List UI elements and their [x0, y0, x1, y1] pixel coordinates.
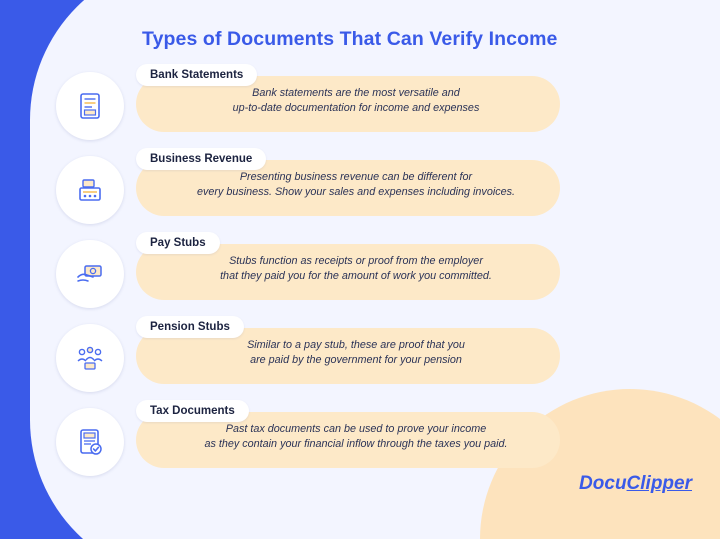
- description-line-1: Presenting business revenue can be different for: [239, 171, 473, 183]
- brand-part-2: Clipper: [626, 473, 692, 494]
- list-item-label: Tax Documents: [136, 400, 249, 422]
- description-line-2: are paid by the government for your pension: [250, 354, 462, 366]
- list-item: [0, 232, 720, 316]
- description-line-2: as they contain your financial inflow through the taxes you paid.: [204, 438, 508, 450]
- description-line-2: that they paid you for the amount of work you committed.: [220, 270, 492, 282]
- description-line-2: up-to-date documentation for income and expenses: [232, 102, 480, 114]
- list-item-label: Business Revenue: [136, 148, 266, 170]
- list-item-label: Pension Stubs: [136, 316, 244, 338]
- list-item-description: [156, 86, 556, 116]
- document-lines-icon: [56, 72, 124, 140]
- description-line-2: every business. Show your sales and expenses including invoices.: [196, 186, 516, 198]
- description-line-1: Past tax documents can be used to prove your income: [225, 423, 487, 435]
- list-item: [0, 400, 720, 484]
- list-item-label: Pay Stubs: [136, 232, 220, 254]
- list-item-description: [156, 422, 556, 452]
- description-line-1: Similar to a pay stub, these are proof that you: [247, 339, 465, 351]
- list-item-description: [156, 170, 556, 200]
- list-item-description: [156, 254, 556, 284]
- page-title: Types of Documents That Can Verify Income: [142, 28, 558, 50]
- people-group-icon: [56, 324, 124, 392]
- list-item: [0, 148, 720, 232]
- description-line-1: Bank statements are the most versatile and: [252, 87, 460, 99]
- brand-part-1: Docu: [579, 473, 627, 494]
- hand-cash-icon: [56, 240, 124, 308]
- list-item-label: Bank Statements: [136, 64, 257, 86]
- tax-form-check-icon: [56, 408, 124, 476]
- list-item: [0, 316, 720, 400]
- brand-logo: [579, 473, 692, 495]
- document-type-list: [0, 64, 720, 484]
- list-item-description: [156, 338, 556, 368]
- cash-register-icon: [56, 156, 124, 224]
- description-line-1: Stubs function as receipts or proof from the employer: [229, 255, 483, 267]
- list-item: [0, 64, 720, 148]
